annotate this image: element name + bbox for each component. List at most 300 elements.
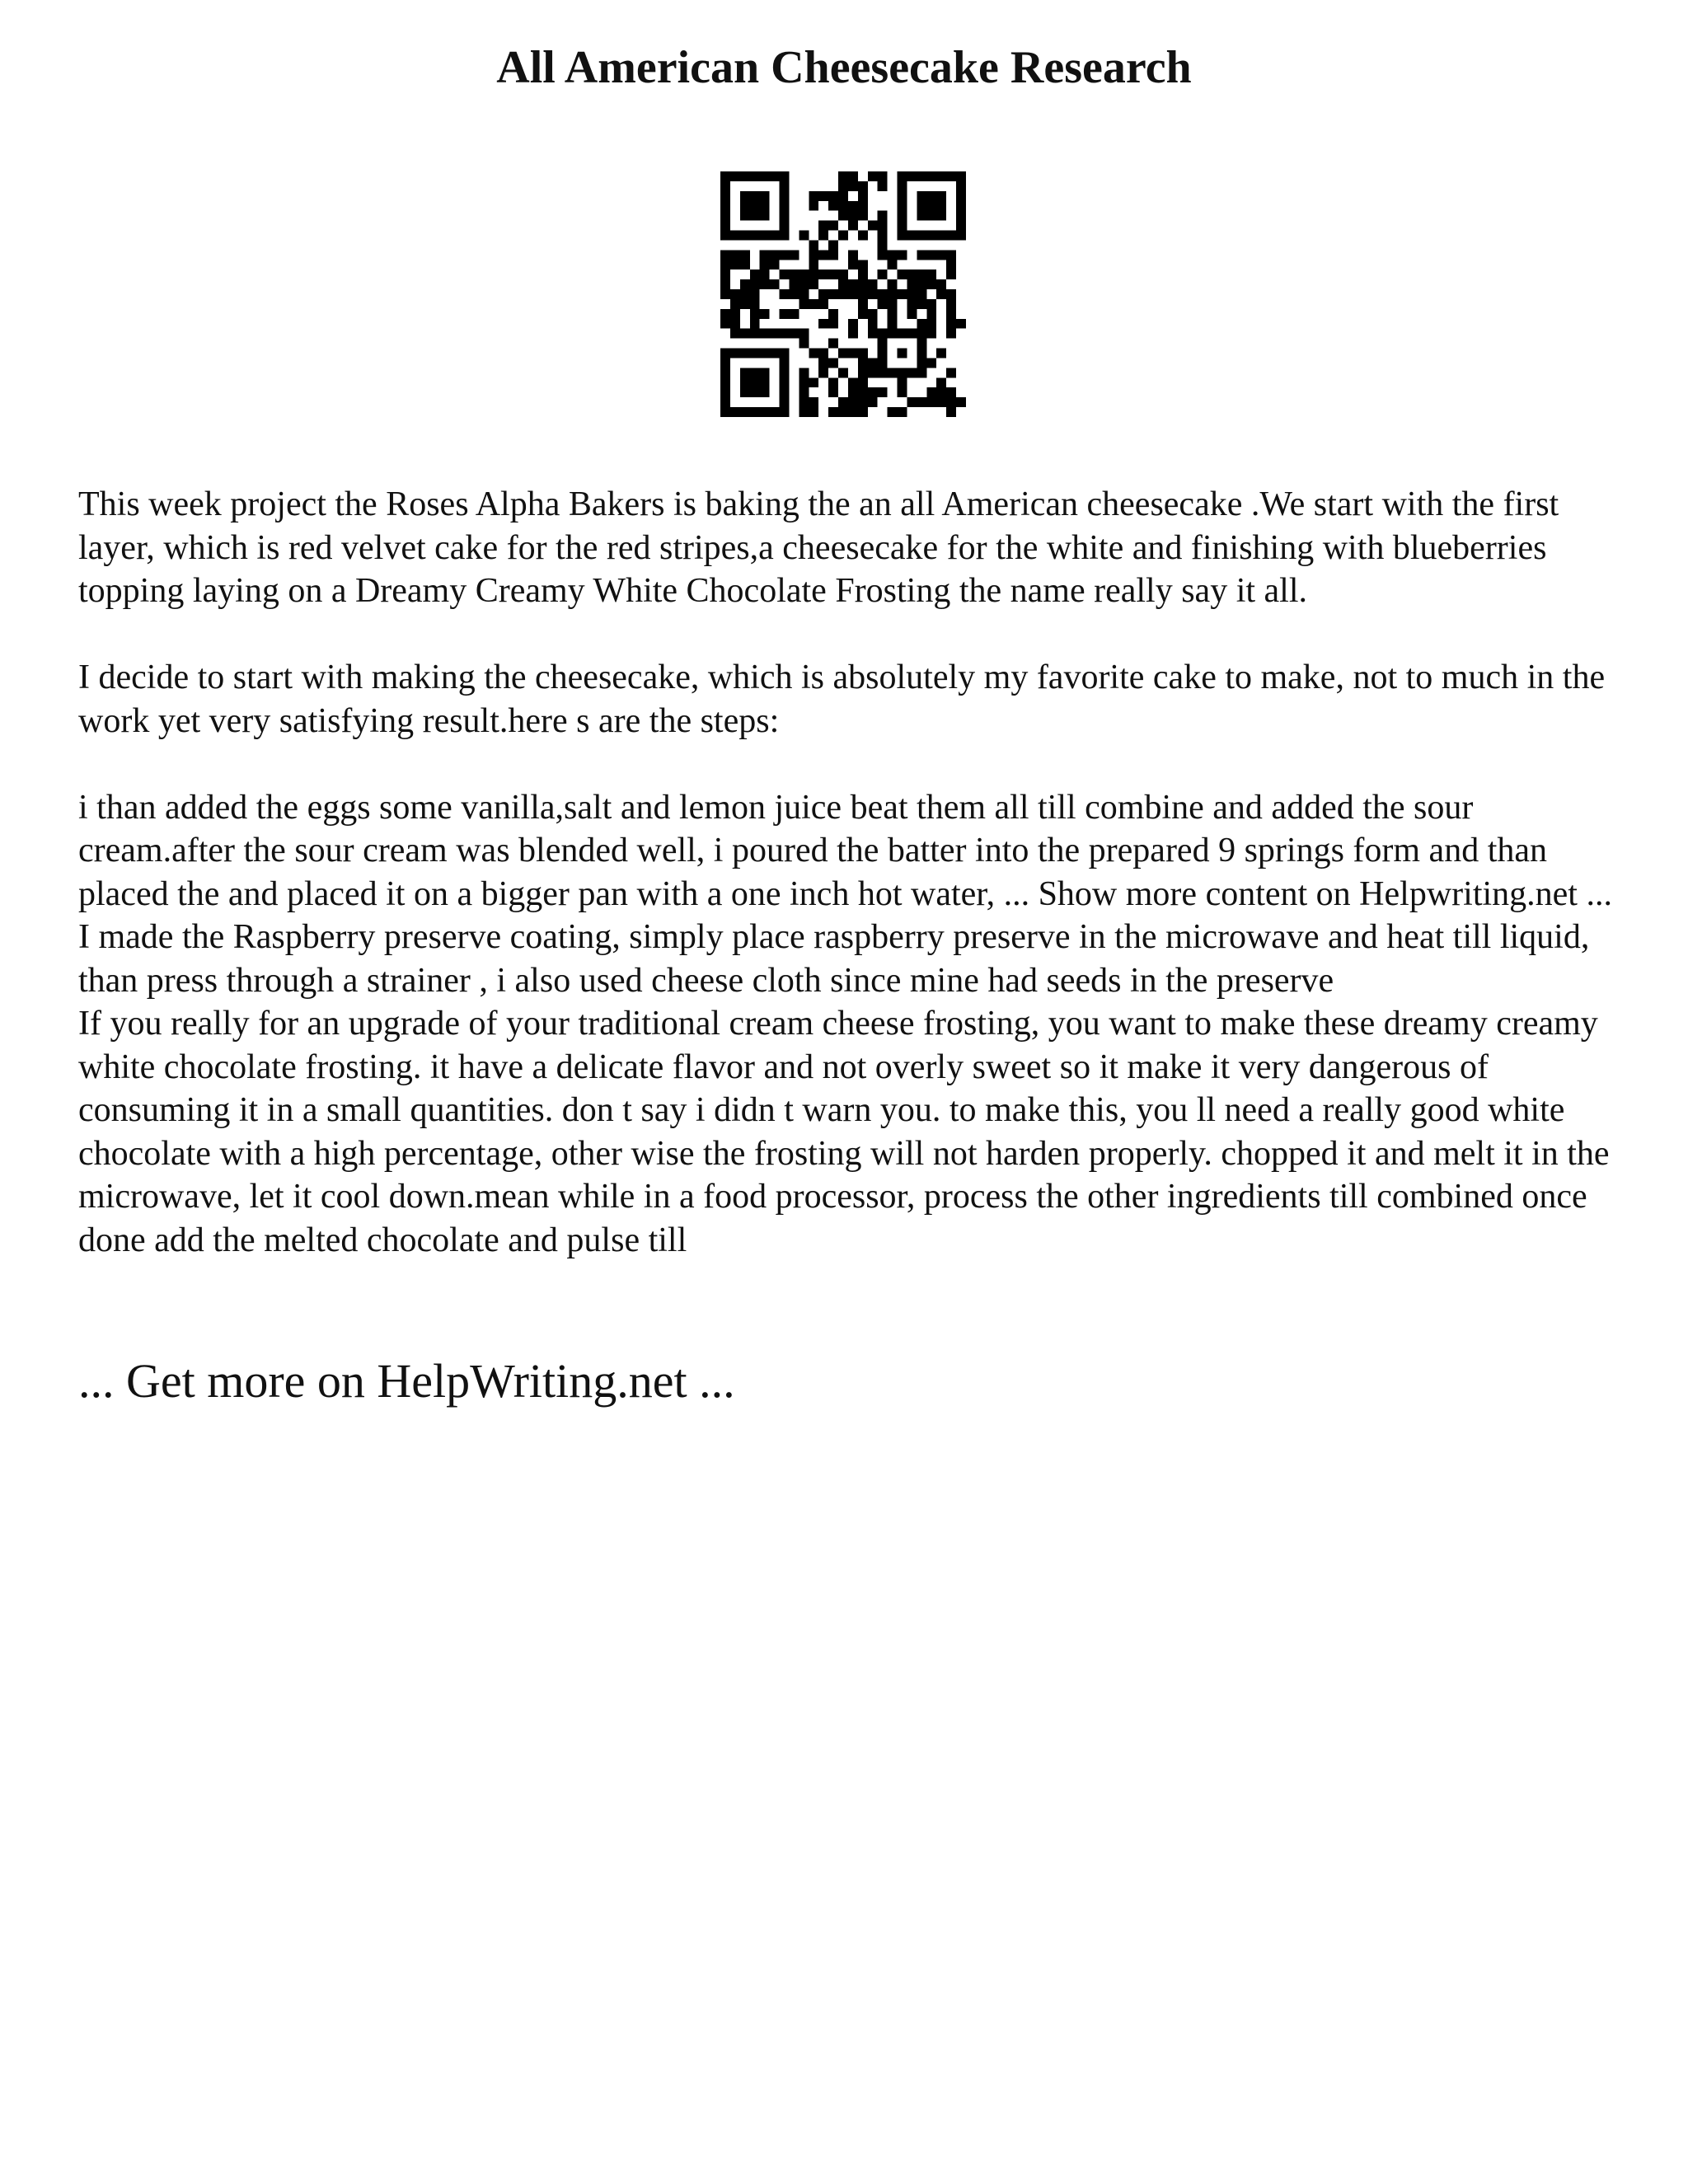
qr-module [780,221,790,231]
qr-module [780,269,790,279]
qr-module [818,299,828,309]
qr-module [809,349,818,359]
qr-module [760,201,770,211]
qr-module [828,339,838,349]
qr-module [956,201,966,211]
qr-module [946,387,956,397]
page-title: All American Cheesecake Research [496,42,1192,93]
qr-module [917,279,926,289]
qr-module [720,191,730,201]
qr-module [848,171,858,181]
qr-module [799,299,809,309]
qr-module [780,309,790,319]
paragraph-cheesecake-start: I decide to start with making the cheesecake, which is absolutely my favorite cake to make, not to much in the work yet very satisfying result.here s are the steps: [78,658,1606,740]
qr-module [898,407,907,417]
qr-module [740,201,750,211]
qr-module [858,397,868,407]
qr-module [898,211,907,221]
qr-module [898,221,907,231]
qr-module [780,368,790,377]
qr-module [926,211,936,221]
qr-module [789,269,799,279]
qr-module [818,231,828,241]
qr-module [730,289,740,299]
qr-module [818,289,828,299]
qr-module [760,387,770,397]
qr-module [789,250,799,260]
qr-module [917,299,926,309]
qr-module [917,269,926,279]
qr-module [809,260,818,269]
qr-module [907,397,917,407]
qr-module [720,368,730,377]
qr-module [946,171,956,181]
qr-module [720,181,730,191]
qr-module [868,387,878,397]
qr-module [848,250,858,260]
qr-module [760,260,770,269]
qr-module [878,250,888,260]
qr-module [750,289,760,299]
qr-module [907,231,917,241]
qr-module [740,329,750,339]
qr-module [878,299,888,309]
qr-module [936,397,946,407]
qr-module [789,329,799,339]
qr-module [760,231,770,241]
qr-module [926,191,936,201]
qr-module [926,231,936,241]
qr-module [946,231,956,241]
qr-module [898,181,907,191]
qr-module [750,377,760,387]
qr-module [926,201,936,211]
qr-module [770,171,780,181]
qr-module [917,171,926,181]
qr-module [799,397,809,407]
qr-module [936,377,946,387]
qr-module [926,319,936,329]
qr-module [936,279,946,289]
qr-module [878,329,888,339]
qr-module [750,191,760,201]
paragraph-frosting: If you really for an upgrade of your traditional cream cheese frosting, you want to make these dreamy creamy white chocolate frosting. it have a delicate flavor and not overly sweet so it make it very dangerous of consuming it in a small quantities. don t say i didn t warn you. to make this, you ll need a really good white chocolate with a high percentage, other wise the frosting will not harden properly. chopped it and melt it in the microwave, let it cool down.mean while in a food processor, process the other ingredients till combined once done add the melted chocolate and pulse till [78,1005,1610,1259]
paragraph-intro: This week project the Roses Alpha Bakers is baking the an all American cheesecake .We start with the first layer, which is red velvet cake for the red stripes,a cheesecake for the white and finishing with blueberries topping laying on a Dreamy Creamy White Chocolate Frosting the name really say it all. [78,485,1559,610]
qr-module [868,329,878,339]
qr-module [780,181,790,191]
qr-module [760,171,770,181]
qr-module [720,250,730,260]
qr-module [838,279,848,289]
qr-module [799,289,809,299]
qr-module [740,387,750,397]
qr-module [898,349,907,359]
qr-module [936,349,946,359]
qr-module [760,368,770,377]
qr-module [878,211,888,221]
qr-module [720,387,730,397]
qr-module [946,368,956,377]
qr-module [720,269,730,279]
qr-module [917,211,926,221]
qr-module [926,397,936,407]
qr-module [750,407,760,417]
qr-module [720,279,730,289]
qr-module [858,211,868,221]
qr-module [858,387,868,397]
qr-module [917,201,926,211]
qr-module [888,329,898,339]
paragraph-raspberry: I made the Raspberry preserve coating, simply place raspberry preserve in the microwave and heat till liquid, than press through a strainer , i also used cheese cloth since mine had seeds in the preserve [78,918,1590,1000]
qr-module [760,250,770,260]
qr-module [946,309,956,319]
qr-module [858,231,868,241]
qr-module [936,289,946,299]
qr-module [936,211,946,221]
qr-module [878,269,888,279]
qr-module [926,387,936,397]
qr-module [868,309,878,319]
qr-module [917,339,926,349]
qr-module [868,289,878,299]
qr-module [917,250,926,260]
qr-module [917,191,926,201]
qr-module [926,171,936,181]
qr-module [780,289,790,299]
qr-module [848,279,858,289]
qr-module [838,368,848,377]
qr-module [770,231,780,241]
qr-module [770,250,780,260]
qr-module [868,171,878,181]
qr-module [946,289,956,299]
qr-module [946,329,956,339]
qr-module [888,309,898,319]
qr-module [848,221,858,231]
qr-module [780,201,790,211]
qr-module [760,309,770,319]
qr-module [730,260,740,269]
qr-module [888,260,898,269]
qr-module [750,171,760,181]
qr-module [848,407,858,417]
qr-module [740,250,750,260]
qr-module [907,269,917,279]
qr-module [780,397,790,407]
qr-module [878,289,888,299]
qr-module [760,377,770,387]
qr-module [878,358,888,368]
qr-module [888,250,898,260]
qr-module [770,260,780,269]
qr-module [720,211,730,221]
qr-module [720,221,730,231]
qr-module [720,231,730,241]
qr-module [878,171,888,181]
qr-module [898,329,907,339]
qr-module [946,319,956,329]
qr-module [936,231,946,241]
qr-module [898,269,907,279]
qr-module [780,231,790,241]
qr-module [780,171,790,181]
qr-module [720,397,730,407]
qr-module [740,299,750,309]
qr-module [828,191,838,201]
qr-module [760,279,770,289]
qr-module [828,221,838,231]
qr-module [760,211,770,221]
qr-module [780,211,790,221]
qr-module [818,269,828,279]
qr-module [898,231,907,241]
qr-module [760,407,770,417]
qr-module [780,329,790,339]
qr-module [828,250,838,260]
qr-module [946,397,956,407]
qr-module [730,299,740,309]
qr-module [780,387,790,397]
qr-module [740,349,750,359]
qr-module [750,279,760,289]
qr-module [888,407,898,417]
qr-module [878,368,888,377]
qr-module [828,309,838,319]
qr-module [956,211,966,221]
qr-module [838,211,848,221]
qr-module [730,407,740,417]
qr-module [838,349,848,359]
qr-module [740,171,750,181]
qr-module [799,329,809,339]
qr-module [926,299,936,309]
qr-module [760,349,770,359]
qr-module [740,260,750,269]
qr-module [828,240,838,250]
qr-module [917,397,926,407]
qr-module [809,397,818,407]
qr-module [828,201,838,211]
qr-module [750,309,760,319]
qr-module [760,269,770,279]
qr-module [868,221,878,231]
qr-module [926,358,936,368]
qr-module [750,299,760,309]
qr-module [848,397,858,407]
qr-module [750,368,760,377]
qr-module [780,250,790,260]
qr-module [898,387,907,397]
qr-module [878,387,888,397]
qr-module [838,181,848,191]
qr-module [907,299,917,309]
qr-module [907,329,917,339]
qr-module [809,377,818,387]
qr-module [936,191,946,201]
qr-module [780,358,790,368]
qr-module [848,319,858,329]
qr-module [946,299,956,309]
qr-module [848,329,858,339]
qr-module [878,231,888,241]
qr-module [720,319,730,329]
qr-module [907,368,917,377]
qr-module [848,211,858,221]
qr-module [946,250,956,260]
qr-module [898,191,907,201]
qr-module [946,269,956,279]
qr-module [858,201,868,211]
qr-module [838,289,848,299]
qr-module [750,349,760,359]
qr-module [720,407,730,417]
qr-module [936,250,946,260]
qr-code-icon [720,171,966,417]
qr-module [888,368,898,377]
qr-module [789,289,799,299]
qr-module [956,221,966,231]
qr-module [838,171,848,181]
qr-module [828,377,838,387]
qr-module [809,279,818,289]
qr-module [780,407,790,417]
qr-module [878,349,888,359]
qr-module [956,171,966,181]
qr-module [878,240,888,250]
qr-module [720,171,730,181]
qr-module [730,319,740,329]
qr-module [878,221,888,231]
qr-module [760,329,770,339]
qr-module [936,387,946,397]
qr-module [770,279,780,289]
qr-module [878,339,888,349]
qr-module [898,368,907,377]
qr-module [858,181,868,191]
qr-module [858,349,868,359]
qr-module [838,407,848,417]
qr-module [926,329,936,339]
qr-module [730,171,740,181]
qr-module [868,319,878,329]
qr-module [868,397,878,407]
qr-module [838,397,848,407]
qr-module [720,349,730,359]
qr-module [848,181,858,191]
qr-module [809,191,818,201]
qr-module [858,407,868,417]
qr-module [858,269,868,279]
qr-module [730,231,740,241]
qr-module [956,231,966,241]
qr-module [799,269,809,279]
qr-module [750,211,760,221]
qr-module [809,250,818,260]
qr-module [818,319,828,329]
qr-module [926,269,936,279]
qr-module [858,299,868,309]
qr-module [770,407,780,417]
qr-module [888,289,898,299]
qr-module [898,377,907,387]
qr-module [888,279,898,289]
qr-module [760,191,770,201]
qr-module [917,368,926,377]
qr-module [858,289,868,299]
qr-module [740,368,750,377]
qr-module [926,309,936,319]
qr-module [917,329,926,339]
qr-module [740,377,750,387]
qr-module [720,260,730,269]
qr-module [946,407,956,417]
qr-module [770,329,780,339]
qr-module [848,387,858,397]
qr-module [750,269,760,279]
qr-module [858,368,868,377]
qr-module [720,201,730,211]
article-body [78,483,1628,1262]
qr-module [750,387,760,397]
qr-module [936,171,946,181]
qr-module [818,349,828,359]
qr-module [858,377,868,387]
qr-module [730,250,740,260]
qr-module [799,279,809,289]
qr-module [926,250,936,260]
qr-module [720,289,730,299]
qr-module [750,329,760,339]
qr-module [818,250,828,260]
qr-module [907,289,917,299]
qr-module [917,319,926,329]
get-more-link[interactable]: ... Get more on HelpWriting.net ... [78,1354,735,1408]
qr-module [780,377,790,387]
qr-module [838,201,848,211]
qr-module [818,221,828,231]
qr-module [828,358,838,368]
qr-module [750,319,760,329]
qr-module [789,309,799,319]
qr-module [898,201,907,211]
qr-module [858,279,868,289]
qr-module [838,231,848,241]
qr-module [720,358,730,368]
qr-module [898,289,907,299]
qr-module [720,309,730,319]
qr-module [789,279,799,289]
qr-module [780,191,790,201]
qr-module [917,358,926,368]
qr-module [828,319,838,329]
qr-module [838,191,848,201]
qr-module [917,289,926,299]
qr-module [888,319,898,329]
qr-module [720,377,730,387]
qr-module [936,201,946,211]
qr-module [917,349,926,359]
qr-module [898,171,907,181]
qr-module [799,339,809,349]
qr-module [799,231,809,241]
qr-module [730,329,740,339]
qr-module [740,289,750,299]
qr-module [818,358,828,368]
qr-module [848,377,858,387]
qr-module [828,289,838,299]
qr-module [868,368,878,377]
qr-module [809,407,818,417]
